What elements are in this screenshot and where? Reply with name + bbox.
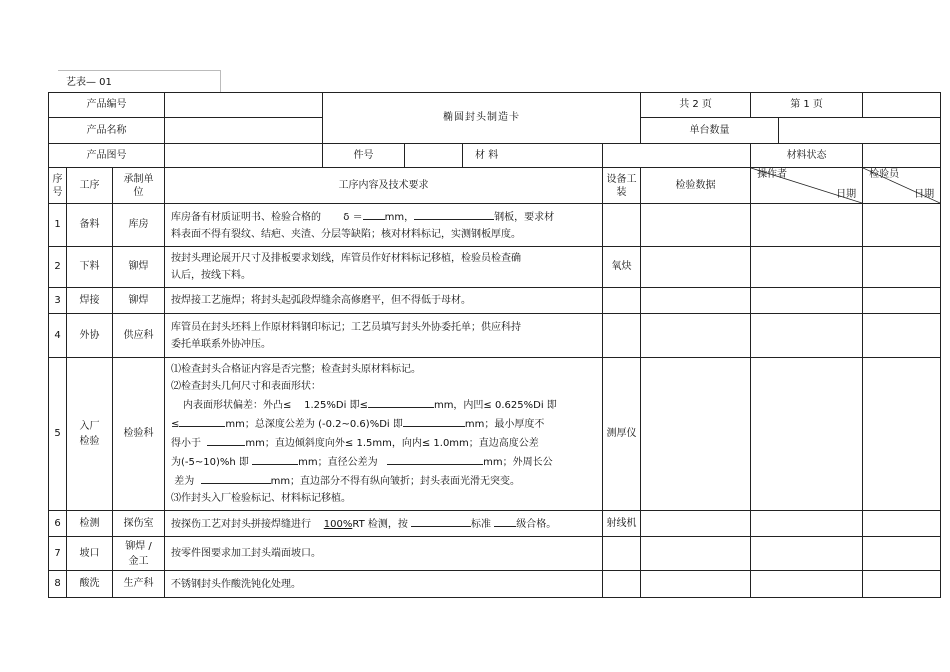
row-dept: 生产科 — [113, 571, 165, 598]
row-seq: 1 — [49, 204, 67, 247]
row-process: 入厂检验 — [67, 358, 113, 511]
row-operator[interactable] — [751, 314, 863, 358]
product-name-value[interactable] — [165, 118, 323, 144]
product-drawing-value[interactable] — [165, 144, 323, 168]
row-dept: 供应科 — [113, 314, 165, 358]
row-operator[interactable] — [751, 511, 863, 537]
row-seq: 4 — [49, 314, 67, 358]
row-inspector[interactable] — [863, 204, 941, 247]
total-pages: 共 2 页 — [641, 93, 751, 118]
row-inspection[interactable] — [641, 358, 751, 511]
product-name-label: 产品名称 — [49, 118, 165, 144]
col-process: 工序 — [67, 168, 113, 204]
row-inspector[interactable] — [863, 288, 941, 314]
row-content: 不锈钢封头作酸洗钝化处理。 — [165, 571, 603, 598]
row-inspection[interactable] — [641, 571, 751, 598]
row-equipment: 射线机 — [603, 511, 641, 537]
form-code: 艺表— 01 — [58, 70, 221, 93]
row-content: 按封头理论展开尺寸及排板要求划线，库管员作好材料标记移植，检验员检查确 认后，按线下料。 — [165, 247, 603, 288]
row-inspector[interactable] — [863, 247, 941, 288]
manufacturing-card-table — [48, 92, 941, 598]
page-extra — [863, 93, 941, 118]
row-dept: 铆焊 / 金工 — [113, 537, 165, 571]
table-row — [49, 204, 941, 247]
col-operator — [751, 168, 863, 204]
unit-quantity-value[interactable] — [779, 118, 941, 144]
row-inspection[interactable] — [641, 288, 751, 314]
row-dept: 铆焊 — [113, 288, 165, 314]
part-no-label: 件号 — [323, 144, 405, 168]
row-seq: 3 — [49, 288, 67, 314]
row-process: 酸洗 — [67, 571, 113, 598]
col-content: 工序内容及技术要求 — [165, 168, 603, 204]
row-seq: 5 — [49, 358, 67, 511]
table-row — [49, 247, 941, 288]
row-process: 焊接 — [67, 288, 113, 314]
row-dept: 库房 — [113, 204, 165, 247]
col-inspection-data: 检验数据 — [641, 168, 751, 204]
row-content: ⑴检查封头合格证内容是否完整；检查封头原材料标记。 ⑵检查封头几何尺寸和表面形状： 内表面形状偏差：外凸≤ 1.25%Di 即≤ mm，内凹≤ 0.625%Di 即 ≤ mm；总深度公差为 (-0.2~0.6)%Di 即 mm；最小厚度不 得小于 mm；直边倾斜度向外≤ 1.5mm，向内≤ 1.0mm；直边高度公差 为(-5~10)%h 即 mm；直径公差为 mm；外周长公 差为 mm；直边部分不得有纵向皱折；封头表面光滑无突变。 ⑶作封头入厂检验标记、材料标记移植。 — [165, 358, 603, 511]
product-no-label: 产品编号 — [49, 93, 165, 118]
row-operator[interactable] — [751, 204, 863, 247]
col-inspector — [863, 168, 941, 204]
row-operator[interactable] — [751, 358, 863, 511]
row-equipment — [603, 204, 641, 247]
table-row — [49, 358, 941, 511]
material-label: 材 料 — [463, 144, 603, 168]
col-seq: 序号 — [49, 168, 67, 204]
row-process: 下料 — [67, 247, 113, 288]
page-title: 椭圆封头制造卡 — [323, 93, 641, 144]
table-row — [49, 537, 941, 571]
material-state-label: 材料状态 — [751, 144, 863, 168]
page-number: 第 1 页 — [751, 93, 863, 118]
row-inspection[interactable] — [641, 537, 751, 571]
row-operator[interactable] — [751, 288, 863, 314]
row-inspection[interactable] — [641, 511, 751, 537]
row-inspector[interactable] — [863, 571, 941, 598]
row-content: 按探伤工艺对封头拼接焊缝进行 100%RT 检测，按 标准 级合格。 — [165, 511, 603, 537]
operator-label: 操作者 — [757, 169, 788, 180]
product-no-value[interactable] — [165, 93, 323, 118]
row-inspection[interactable] — [641, 314, 751, 358]
row-inspection[interactable] — [641, 247, 751, 288]
material-value[interactable] — [603, 144, 751, 168]
row-equipment — [603, 288, 641, 314]
row-operator[interactable] — [751, 247, 863, 288]
row-operator[interactable] — [751, 571, 863, 598]
inspector-label: 检验员 — [869, 169, 900, 180]
col-dept: 承制单位 — [113, 168, 165, 204]
table-row — [49, 571, 941, 598]
row-operator[interactable] — [751, 537, 863, 571]
row-process: 备料 — [67, 204, 113, 247]
row-content: 库房备有材质证明书、检验合格的 δ ＝ mm， 钢板，要求材 料表面不得有裂纹、结疤、夹渣、分层等缺陷；核对材料标记，实测钢板厚度。 — [165, 204, 603, 247]
part-no-value[interactable] — [405, 144, 463, 168]
col-equipment: 设备工装 — [603, 168, 641, 204]
row-inspector[interactable] — [863, 537, 941, 571]
material-state-value[interactable] — [863, 144, 941, 168]
product-drawing-label: 产品图号 — [49, 144, 165, 168]
row-content: 按零件图要求加工封头端面坡口。 — [165, 537, 603, 571]
table-row — [49, 511, 941, 537]
row-inspection[interactable] — [641, 204, 751, 247]
row-seq: 8 — [49, 571, 67, 598]
inspector-date-label: 日期 — [914, 189, 935, 200]
row-equipment — [603, 571, 641, 598]
row-process: 外协 — [67, 314, 113, 358]
row-equipment — [603, 314, 641, 358]
operator-date-label: 日期 — [836, 189, 857, 200]
row-process: 坡口 — [67, 537, 113, 571]
row-seq: 7 — [49, 537, 67, 571]
row-equipment — [603, 537, 641, 571]
row-process: 检测 — [67, 511, 113, 537]
row-seq: 2 — [49, 247, 67, 288]
row-equipment: 测厚仪 — [603, 358, 641, 511]
row-equipment: 氧炔 — [603, 247, 641, 288]
row-inspector[interactable] — [863, 511, 941, 537]
row-content: 库管员在封头坯料上作原材料钢印标记；工艺员填写封头外协委托单；供应科持 委托单联系外协冲压。 — [165, 314, 603, 358]
table-row — [49, 288, 941, 314]
unit-quantity-label: 单台数量 — [641, 118, 779, 144]
row-inspector[interactable] — [863, 314, 941, 358]
table-row — [49, 314, 941, 358]
row-inspector[interactable] — [863, 358, 941, 511]
row-dept: 铆焊 — [113, 247, 165, 288]
row-dept: 检验科 — [113, 358, 165, 511]
row-content: 按焊接工艺施焊；将封头起弧段焊缝余高修磨平，但不得低于母材。 — [165, 288, 603, 314]
row-seq: 6 — [49, 511, 67, 537]
row-dept: 探伤室 — [113, 511, 165, 537]
